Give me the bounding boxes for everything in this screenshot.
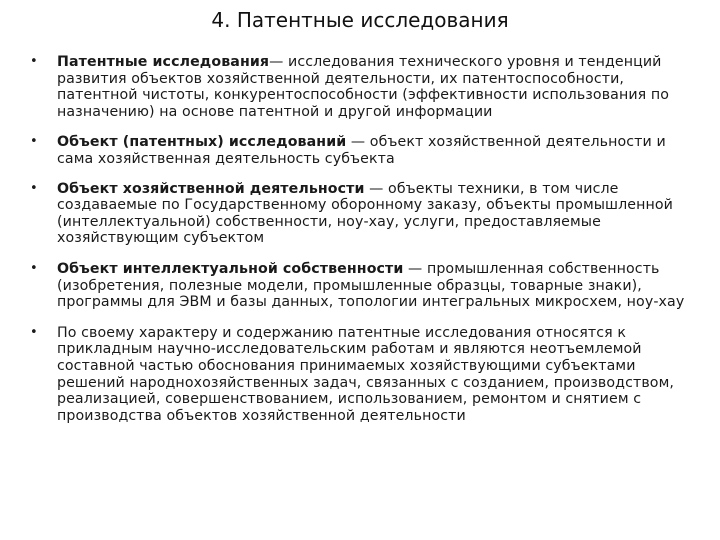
bullet-marker: • [30, 260, 38, 276]
list-item-ip-object [30, 261, 700, 311]
paragraph-text: По своему характеру и содержанию патентные исследования относятся к прикладным научно-исследовательским работам и являются неотъемлемой составной частью обоснования принимаемых хозяйствующими субъектами решений народнохозяйственных задач, связанных с созданием, производством, реализацией, совершенствованием, использованием, ремонтом и снятием с производства объектов хозяйственной деятельности [57, 324, 675, 424]
bullet-marker: • [30, 180, 38, 196]
list-item-research-nature [30, 325, 700, 425]
definition-text: — объекты техники, в том числе создаваемые по Государственному оборонному заказу, объекты промышленной (интеллектуальной) собственности, ноу-хау, услуги, предоставляемые хозяйствующим субъектом [57, 180, 673, 247]
definition-text: — промышленная собственность (изобретения, полезные модели, промышленные образцы, товарные знаки), программы для ЭВМ и базы данных, топологии интегральных микросхем, ноу-хау [57, 260, 685, 311]
definition-term: Объект хозяйственной деятельности [57, 180, 365, 197]
bullet-list [30, 54, 700, 438]
definition-term: Объект интеллектуальной собственности [57, 260, 404, 277]
definition-term: Объект (патентных) исследований [57, 134, 347, 151]
bullet-marker: • [30, 134, 38, 150]
title-text: Патентные исследования [236, 8, 509, 32]
page-title [0, 6, 720, 34]
bullet-marker: • [30, 324, 38, 340]
list-item-economic-object [30, 181, 700, 247]
definition-text: — объект хозяйственной деятельности и сама хозяйственная деятельность субъекта [57, 134, 666, 167]
list-item-research-object [30, 134, 700, 167]
definition-text: — исследования технического уровня и тенденций развития объектов хозяйственной деятельности, их патентоспособности, патентной чистоты, конкурентоспособности (эффективности использования по назначению) на основе патентной и другой информации [57, 54, 670, 120]
list-item-patent-research [30, 54, 700, 120]
bullet-marker: • [30, 54, 38, 69]
definition-term: Патентные исследования [57, 54, 270, 70]
title-number: 4. [211, 8, 231, 32]
